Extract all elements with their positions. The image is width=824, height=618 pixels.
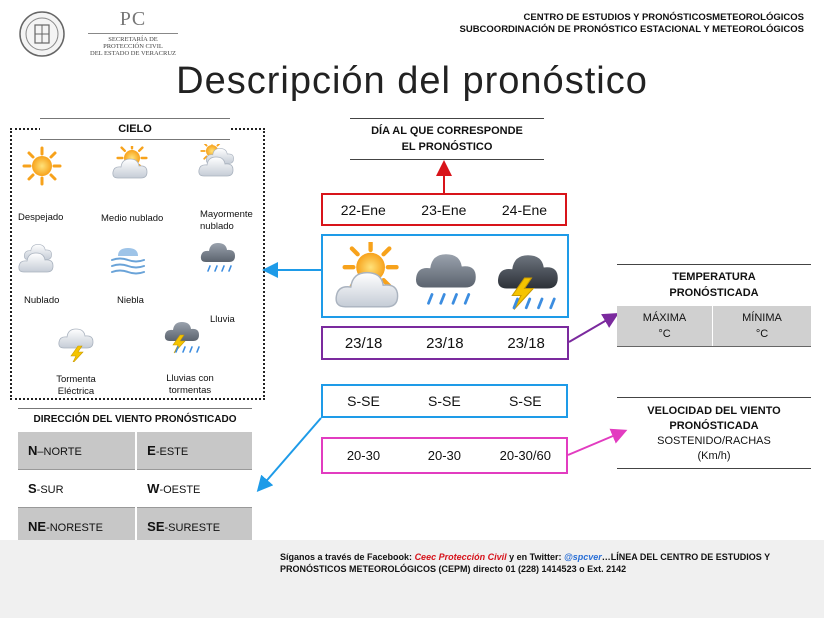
header-line-2: SUBCOORDINACIÓN DE PRONÓSTICO ESTACIONAL Y METEOROLÓGICOS xyxy=(459,24,804,35)
mostly-cloudy-icon xyxy=(196,144,236,184)
cielo-label-mayormente-nublado: Mayormente nublado xyxy=(200,209,253,232)
wind-dir-1: S-SE xyxy=(347,393,380,409)
max-label: MÁXIMA xyxy=(642,312,687,324)
cielo-label-tormenta-electrica: Tormenta Eléctrica xyxy=(56,374,96,397)
wind-dir-2: S-SE xyxy=(428,393,461,409)
cielo-label-niebla: Niebla xyxy=(117,295,144,306)
dates-box xyxy=(321,193,567,226)
rain-icon xyxy=(411,242,481,312)
temperature-label-line-1: TEMPERATURA xyxy=(672,271,756,283)
max-unit: °C xyxy=(658,328,671,340)
wind-speed-1: 20-30 xyxy=(346,448,381,463)
footer-part-2: y en Twitter: xyxy=(506,552,564,562)
table-row: NE-NORESTE SE-SURESTE xyxy=(18,508,252,546)
header-line-1: CENTRO DE ESTUDIOS Y PRONÓSTICOSMETEOROLÓGICOS xyxy=(523,12,804,23)
wind-speed-label-line-2: PRONÓSTICADA xyxy=(669,420,759,432)
logo-line-1: SECRETARÍA DE xyxy=(108,36,158,43)
wind-speed-label xyxy=(617,397,811,469)
rain-thunderstorm-icon xyxy=(162,315,202,355)
temp-3: 23/18 xyxy=(507,334,545,352)
arrow-to-wind-speed-label xyxy=(568,433,620,455)
fog-icon xyxy=(108,240,148,280)
logo-line-2: PROTECCIÓN CIVIL xyxy=(103,43,163,50)
temperature-legend-table xyxy=(617,306,811,347)
partly-cloudy-icon xyxy=(110,146,150,186)
wind-speed-label-line-4: (Km/h) xyxy=(697,450,731,462)
partly-cloudy-icon xyxy=(329,242,405,314)
cloudy-icon xyxy=(16,240,56,280)
page-title: Descripción del pronóstico xyxy=(176,60,648,102)
rain-icon xyxy=(198,236,238,276)
cielo-label-lluvia: Lluvia xyxy=(210,314,235,325)
arrow-to-wind-direction-table xyxy=(262,418,321,486)
table-row: N–NORTE E-ESTE xyxy=(18,432,252,470)
wind-speed-2: 20-30 xyxy=(427,448,461,463)
cielo-label-nublado: Nublado xyxy=(24,295,60,306)
state-seal-logo xyxy=(18,10,66,58)
cielo-label-lluvias-con-tormentas: Lluvias con tormentas xyxy=(166,373,214,396)
cielo-title: CIELO xyxy=(40,118,230,140)
date-3: 24-Ene xyxy=(501,201,548,218)
temp-1: 23/18 xyxy=(344,334,383,352)
cielo-label-despejado: Despejado xyxy=(18,212,64,223)
footer-text xyxy=(280,551,800,575)
min-temp-column xyxy=(714,306,810,346)
forecast-icons-box xyxy=(321,234,569,318)
date-1: 22-Ene xyxy=(340,201,386,218)
min-label: MÍNIMA xyxy=(742,312,782,324)
wind-direction-title: DIRECCIÓN DEL VIENTO PRONÓSTICADO xyxy=(18,408,252,425)
date-2: 23-Ene xyxy=(421,201,467,218)
wind-speed-label-line-1: VELOCIDAD DEL VIENTO xyxy=(647,405,781,417)
table-row: S-SUR W-OESTE xyxy=(18,470,252,508)
wind-speeds-box xyxy=(321,437,568,474)
max-temp-column xyxy=(617,306,713,346)
facebook-link[interactable]: Ceec Protección Civil xyxy=(414,552,507,562)
wind-directions-box xyxy=(321,384,568,418)
temperature-label-line-2: PRONÓSTICADA xyxy=(669,287,759,299)
thunderstorm-icon xyxy=(56,322,96,362)
cielo-label-medio-nublado: Medio nublado xyxy=(101,213,164,224)
forecast-day-label-line-2: EL PRONÓSTICO xyxy=(401,141,493,153)
wind-speed-label-line-3: SOSTENIDO/RACHAS xyxy=(657,435,771,447)
rain-thunderstorm-icon xyxy=(493,242,563,314)
wind-dir-3: S-SE xyxy=(508,393,542,409)
sun-icon xyxy=(22,146,62,186)
temp-2: 23/18 xyxy=(426,334,464,352)
logo-line-3: DEL ESTADO DE VERACRUZ xyxy=(90,50,176,57)
wind-speed-3: 20-30/60 xyxy=(499,448,551,463)
footer-part-3: …LÍNEA DEL CENTRO DE ESTUDIOS Y PRONÓSTICOS METEOROLÓGICOS (CEPM) directo 01 (228) 1414523 o Ext. 2142 xyxy=(280,552,770,574)
arrow-to-temperature-label xyxy=(569,317,612,342)
temperatures-box xyxy=(321,326,569,360)
forecast-day-label-line-1: DÍA AL QUE CORRESPONDE xyxy=(371,125,523,137)
logo-initials: PC xyxy=(119,8,147,30)
twitter-link[interactable]: @spcver xyxy=(563,552,602,562)
footer-part-1: Síganos a través de Facebook: xyxy=(280,552,415,562)
forecast-day-label xyxy=(350,118,544,160)
min-unit: °C xyxy=(755,328,769,340)
temperature-label xyxy=(617,264,811,301)
civil-protection-logo xyxy=(78,8,188,57)
header xyxy=(460,12,805,36)
